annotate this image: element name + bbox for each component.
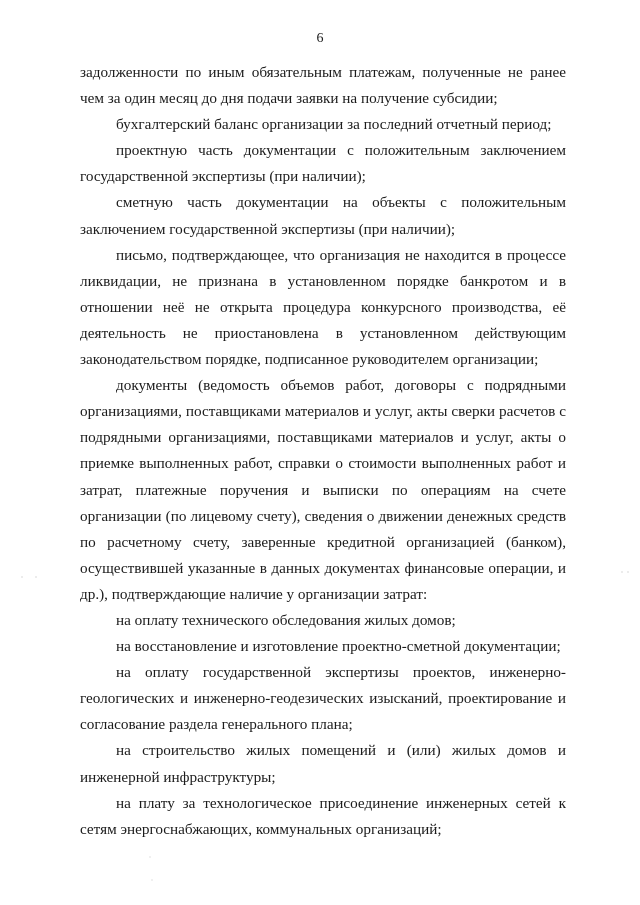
paragraph-estimate-documentation: сметную часть документации на объекты с положительным заключением государственной экспертизы (при наличии); bbox=[80, 194, 566, 238]
document-body bbox=[80, 60, 566, 843]
paragraph-project-documentation: проектную часть документации с положительным заключением государственной экспертизы (при наличии); bbox=[80, 142, 566, 186]
page-number: 6 bbox=[316, 31, 324, 46]
paragraph-liquidation-letter: письмо, подтверждающее, что организация не находится в процессе ликвидации, не признана в установленном порядке банкротом и в отношении неё не открыта процедура конкурсного производства, её деятельность не приостановлена в установленном действующим законодательством порядке, подписанное руководителем организации; bbox=[80, 246, 566, 369]
list-item-connection-fee: на плату за технологическое присоединение инженерных сетей к сетям энергоснабжающих, коммунальных организаций; bbox=[80, 794, 566, 838]
list-item-technical-survey: на оплату технического обследования жилых домов; bbox=[116, 611, 456, 629]
paragraph-cost-documents: документы (ведомость объемов работ, договоры с подрядными организациями, поставщиками материалов и услуг, акты сверки расчетов с подрядными организациями, поставщиками материалов и услуг, акты о приемке выполненных работ, справки о стоимости выполненных работ и затрат, платежные поручения и выписки по операциям на счете организации (по лицевому счету), сведения о движении денежных средств по расчетному счету, заверенные кредитной организацией (банком), осуществившей указанные в данных документах финансовые операции, и др.), подтверждающие наличие у организации затрат: bbox=[80, 377, 566, 603]
list-item-design-documentation: на восстановление и изготовление проектно-сметной документации; bbox=[116, 638, 561, 656]
list-item-construction: на строительство жилых помещений и (или) жилых домов и инженерной инфраструктуры; bbox=[80, 742, 566, 786]
list-item-state-expertise: на оплату государственной экспертизы проектов, инженерно-геологических и инженерно-геодезических изысканий, проектирование и согласование раздела генерального плана; bbox=[80, 664, 566, 734]
paragraph-balance-sheet: бухгалтерский баланс организации за последний отчетный период; bbox=[116, 116, 552, 134]
paragraph-continuation: задолженности по иным обязательным платежам, полученные не ранее чем за один месяц до дня подачи заявки на получение субсидии; bbox=[80, 64, 566, 108]
